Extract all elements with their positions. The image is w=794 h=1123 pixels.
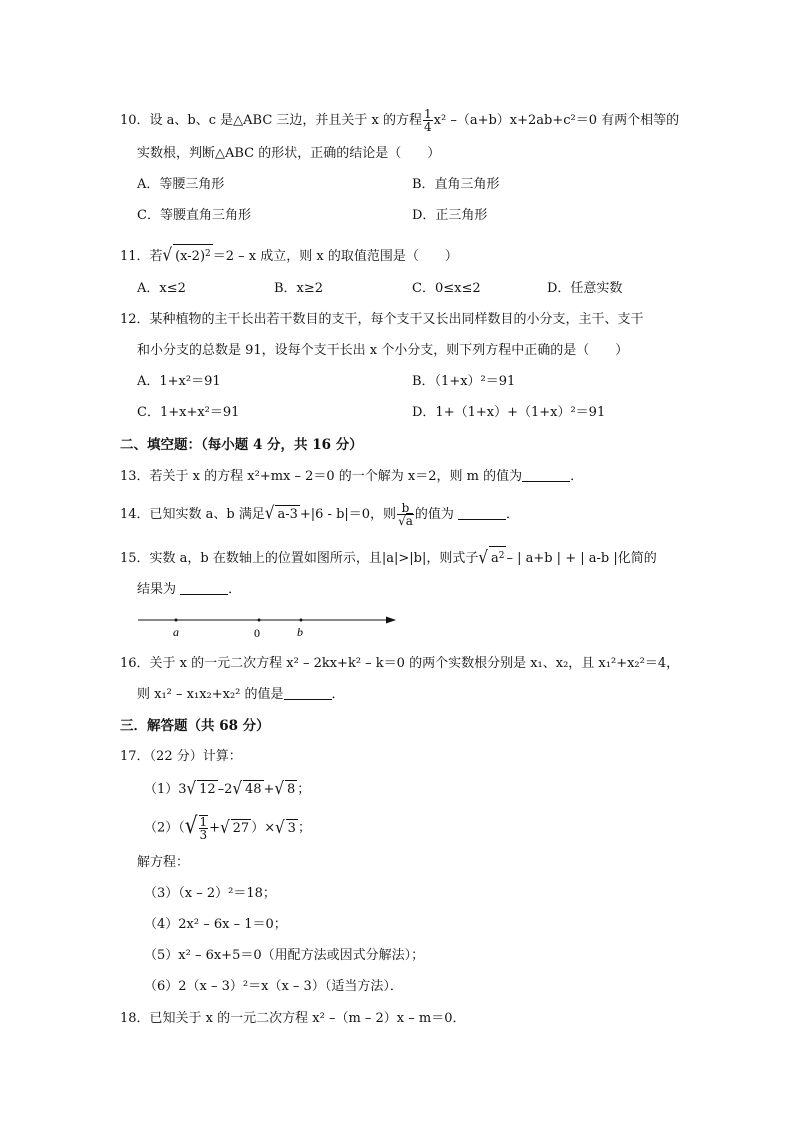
radical-icon: √	[274, 777, 285, 799]
q14-answer-blank[interactable]	[458, 507, 506, 520]
q17-part5: （5）x² – 6x+5＝0（用配方法或因式分解法）；	[144, 948, 425, 963]
q16-line1: 16．关于 x 的一元二次方程 x² – 2kx+k² – k＝0 的两个实数根分别是 x₁、x₂，且 x₁²+x₂²＝4，	[120, 656, 680, 671]
number-line-figure	[138, 610, 400, 642]
q11-option-d: D．任意实数	[547, 281, 623, 296]
q17-p1-radicand-2: 48	[245, 782, 262, 797]
q10-option-d: D．正三角形	[412, 208, 488, 223]
label-zero: 0	[254, 626, 260, 640]
q14-frac-num: b	[401, 501, 410, 515]
q17-p2-fraction	[199, 815, 209, 841]
q16-line2-prefix: 则 x₁² – x₁x₂+x₂² 的值是	[137, 687, 284, 702]
q14-prefix: 14．已知实数 a、b 满足	[120, 507, 265, 522]
q17-part6: （6）2（x – 3）²＝x（x – 3）（适当方法）．	[144, 979, 403, 994]
q17-part3: （3）（x – 2）²＝18；	[144, 886, 276, 901]
q11-option-a: A．x≤2	[137, 281, 186, 296]
q15-line1	[120, 546, 657, 568]
q17-p1-end: ；	[297, 782, 311, 797]
q12-line1: 12．某种植物的主干长出若干数目的支干，每个支干又长出同样数目的小分支，主干、支干	[120, 312, 644, 327]
q11-option-c: C．0≤x≤2	[412, 281, 481, 296]
q17-p2-frac-num: 1	[199, 815, 208, 829]
radical-icon: √	[184, 810, 198, 839]
label-b: b	[297, 625, 303, 639]
q11-prefix: 11．若	[120, 249, 163, 264]
q17-p2-radicand-3: 3	[287, 820, 296, 836]
q13-answer-blank[interactable]	[522, 469, 570, 482]
q12-option-d: D．1+（1+x）+（1+x）²＝91	[412, 405, 606, 420]
q16-answer-blank[interactable]	[284, 687, 332, 700]
q18-line: 18．已知关于 x 的一元二次方程 x² –（m – 2）x – m＝0．	[120, 1011, 466, 1026]
q15-line2-prefix: 结果为	[137, 582, 177, 597]
q12-option-b: B．（1+x）²＝91	[412, 374, 516, 389]
q17-title: 17．（22 分）计算：	[120, 749, 242, 764]
q10-frac-num: 1	[424, 107, 432, 121]
q17-p2-frac-den: 3	[199, 828, 208, 842]
label-a: a	[173, 625, 179, 639]
q17-part2	[144, 810, 311, 842]
q14-frac-den: √a	[398, 514, 413, 528]
q10-line1	[120, 108, 679, 133]
q12-option-c: C．1+x+x²＝91	[137, 405, 240, 420]
radical-icon: √	[275, 816, 285, 837]
arrow-right-icon	[386, 617, 396, 624]
radical-icon: √	[186, 777, 197, 799]
q17-p1-radicand-1: 12	[199, 782, 216, 797]
q15-end: ．	[228, 582, 242, 597]
q17-p2-plus: +	[209, 820, 221, 836]
point-b-dot	[300, 619, 303, 622]
point-a-dot	[175, 619, 178, 622]
q10-option-a: A．等腰三角形	[137, 177, 225, 192]
q11-option-b: B．x≥2	[274, 281, 324, 296]
q13-line	[120, 468, 583, 486]
radical-icon: √	[162, 244, 173, 266]
q10-text-b: x² –（a+b）x+2ab+c²＝0 有两个相等的	[433, 113, 680, 128]
q14-suffix: 的值为	[414, 507, 454, 522]
q17-part1	[144, 779, 310, 799]
q12-line2: 和小分支的总数是 91，设每个支干长出 x 个小分支，则下列方程中正确的是（ ）	[137, 343, 629, 358]
section-solve-title: 三．解答题（共 68 分）	[120, 718, 270, 734]
q15-suffix: – | a+b | + | a-b |化简的	[506, 551, 657, 566]
q11-radicand-text: (x-2)	[175, 249, 206, 264]
q17-p1-label: （1）3	[144, 782, 187, 797]
q10-fraction	[423, 108, 433, 133]
q10-frac-den: 4	[424, 120, 432, 134]
q10-option-c: C．等腰直角三角形	[137, 208, 251, 223]
q10-option-b: B．直角三角形	[412, 177, 500, 192]
q11-suffix: ＝2 – x 成立，则 x 的取值范围是（ ）	[212, 249, 458, 264]
q17-p1-mid: –2	[217, 782, 233, 797]
section-fill-in-title: 二、填空题：（每小题 4 分，共 16 分）	[120, 437, 363, 453]
q15-prefix: 15．实数 a，b 在数轴上的位置如图所示，且|a|>|b|，则式子	[120, 551, 479, 566]
q14-end: ．	[506, 507, 520, 522]
q17-p2-label: （2）（	[144, 820, 185, 836]
q17-solve-label: 解方程：	[137, 855, 190, 870]
q16-end: ．	[331, 687, 345, 702]
q10-text-a: 10．设 a、b、c 是△ABC 三边，并且关于 x 的方程	[120, 113, 423, 128]
q17-p2-mid: ）×	[251, 820, 276, 836]
q11-radicand: $(x-2)^2$	[173, 244, 213, 266]
q17-part4: （4）2x² – 6x – 1＝0；	[144, 917, 287, 932]
q15-radicand: $a^2$	[489, 546, 507, 568]
q15-answer-blank[interactable]	[180, 582, 228, 595]
q15-line2	[137, 581, 241, 599]
q14-line	[120, 502, 519, 527]
radical-icon: √	[478, 546, 488, 568]
q17-p2-end: ；	[297, 820, 311, 836]
radical-icon: √	[220, 816, 230, 837]
radical-icon: √	[232, 777, 242, 799]
q15-radicand-text: a	[490, 551, 499, 566]
q13-end: ．	[570, 469, 584, 484]
q11-line	[120, 244, 458, 266]
point-zero-dot	[258, 619, 261, 622]
q13-text: 13．若关于 x 的方程 x²+mx – 2＝0 的一个解为 x＝2，则 m 的值为	[120, 469, 523, 484]
radical-icon: √	[264, 502, 275, 524]
q14-mid: +|6 - b|＝0，则	[299, 507, 397, 522]
q14-radicand: a-3	[277, 507, 298, 522]
q17-p1-radicand-3: 8	[287, 782, 296, 797]
q14-fraction	[397, 502, 414, 527]
q17-p2-radicand-2: 27	[232, 820, 250, 836]
q16-line2	[137, 686, 345, 704]
q17-p1-plus: +	[263, 782, 275, 797]
q12-option-a: A．1+x²＝91	[137, 374, 221, 389]
q10-line2: 实数根，判断△ABC 的形状，正确的结论是（ ）	[137, 146, 441, 161]
